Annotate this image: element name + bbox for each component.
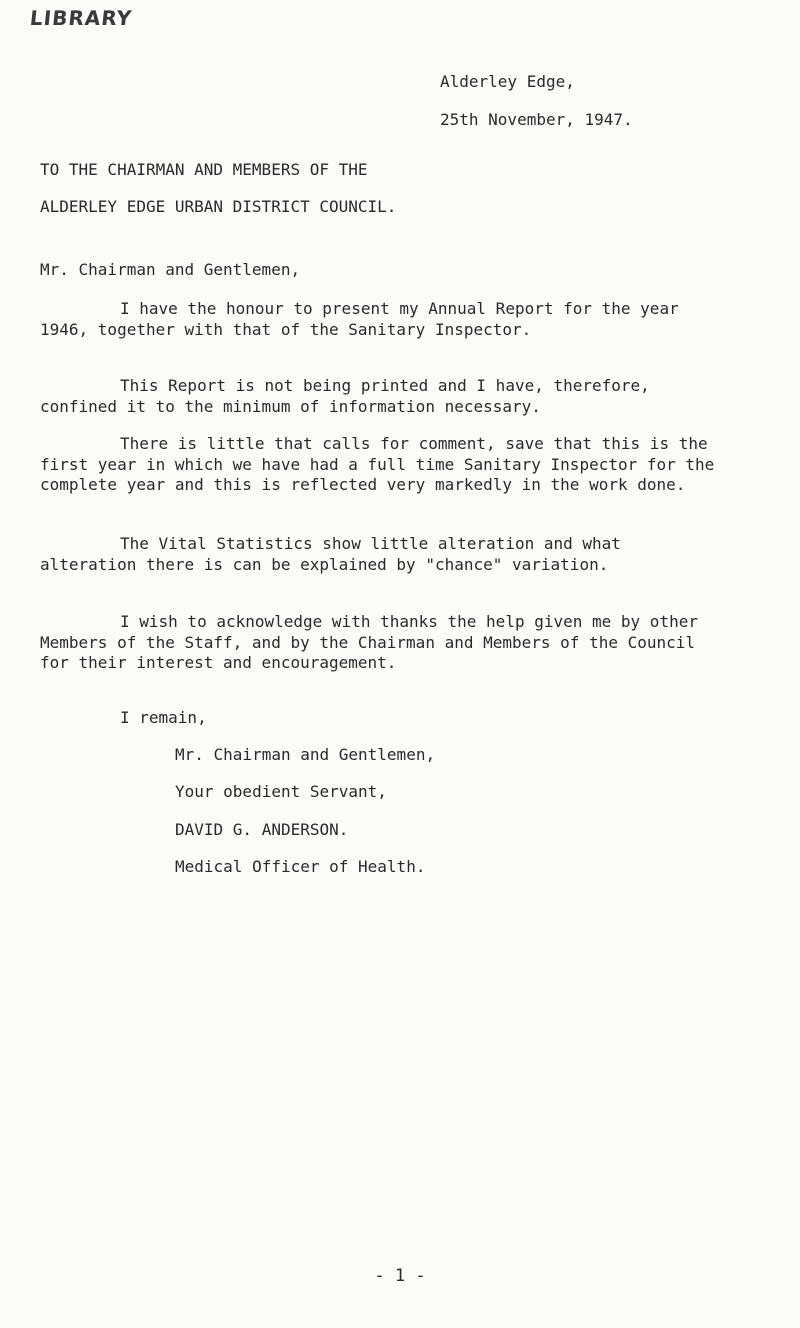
paragraph-5	[40, 612, 720, 674]
signatory-title: Medical Officer of Health.	[175, 857, 426, 876]
sign-off: Your obedient Servant,	[175, 782, 387, 801]
closing-salutation: Mr. Chairman and Gentlemen,	[175, 745, 436, 764]
paragraph-1	[40, 299, 720, 340]
paragraph-2	[40, 376, 720, 417]
closing: I remain,	[120, 708, 207, 727]
salutation: Mr. Chairman and Gentlemen,	[40, 260, 301, 279]
address-line-1: TO THE CHAIRMAN AND MEMBERS OF THE	[40, 160, 368, 179]
paragraph-4	[40, 534, 720, 575]
paragraph-3	[40, 434, 720, 496]
page-number: - 1 -	[374, 1266, 426, 1286]
letter-place: Alderley Edge,	[440, 72, 575, 91]
address-line-2: ALDERLEY EDGE URBAN DISTRICT COUNCIL.	[40, 197, 397, 216]
paragraph-2-text: This Report is not being printed and I have, therefore, confined it to the minimum of information necessary.	[40, 376, 650, 416]
paragraph-3-text: There is little that calls for comment, save that this is the first year in which we have had a full time Sanitary Inspector for the complete year and this is reflected very markedly in the work done.	[40, 434, 715, 494]
paragraph-5-text: I wish to acknowledge with thanks the help given me by other Members of the Staff, and by the Chairman and Members of the Council for their interest and encouragement.	[40, 612, 698, 672]
signatory: DAVID G. ANDERSON.	[175, 820, 349, 839]
paragraph-4-text: The Vital Statistics show little alteration and what alteration there is can be explained by "chance" variation.	[40, 534, 621, 574]
letter-date: 25th November, 1947.	[440, 110, 633, 129]
paragraph-1-text: I have the honour to present my Annual Report for the year 1946, together with that of the Sanitary Inspector.	[40, 299, 679, 339]
library-stamp: LIBRARY	[28, 6, 134, 30]
